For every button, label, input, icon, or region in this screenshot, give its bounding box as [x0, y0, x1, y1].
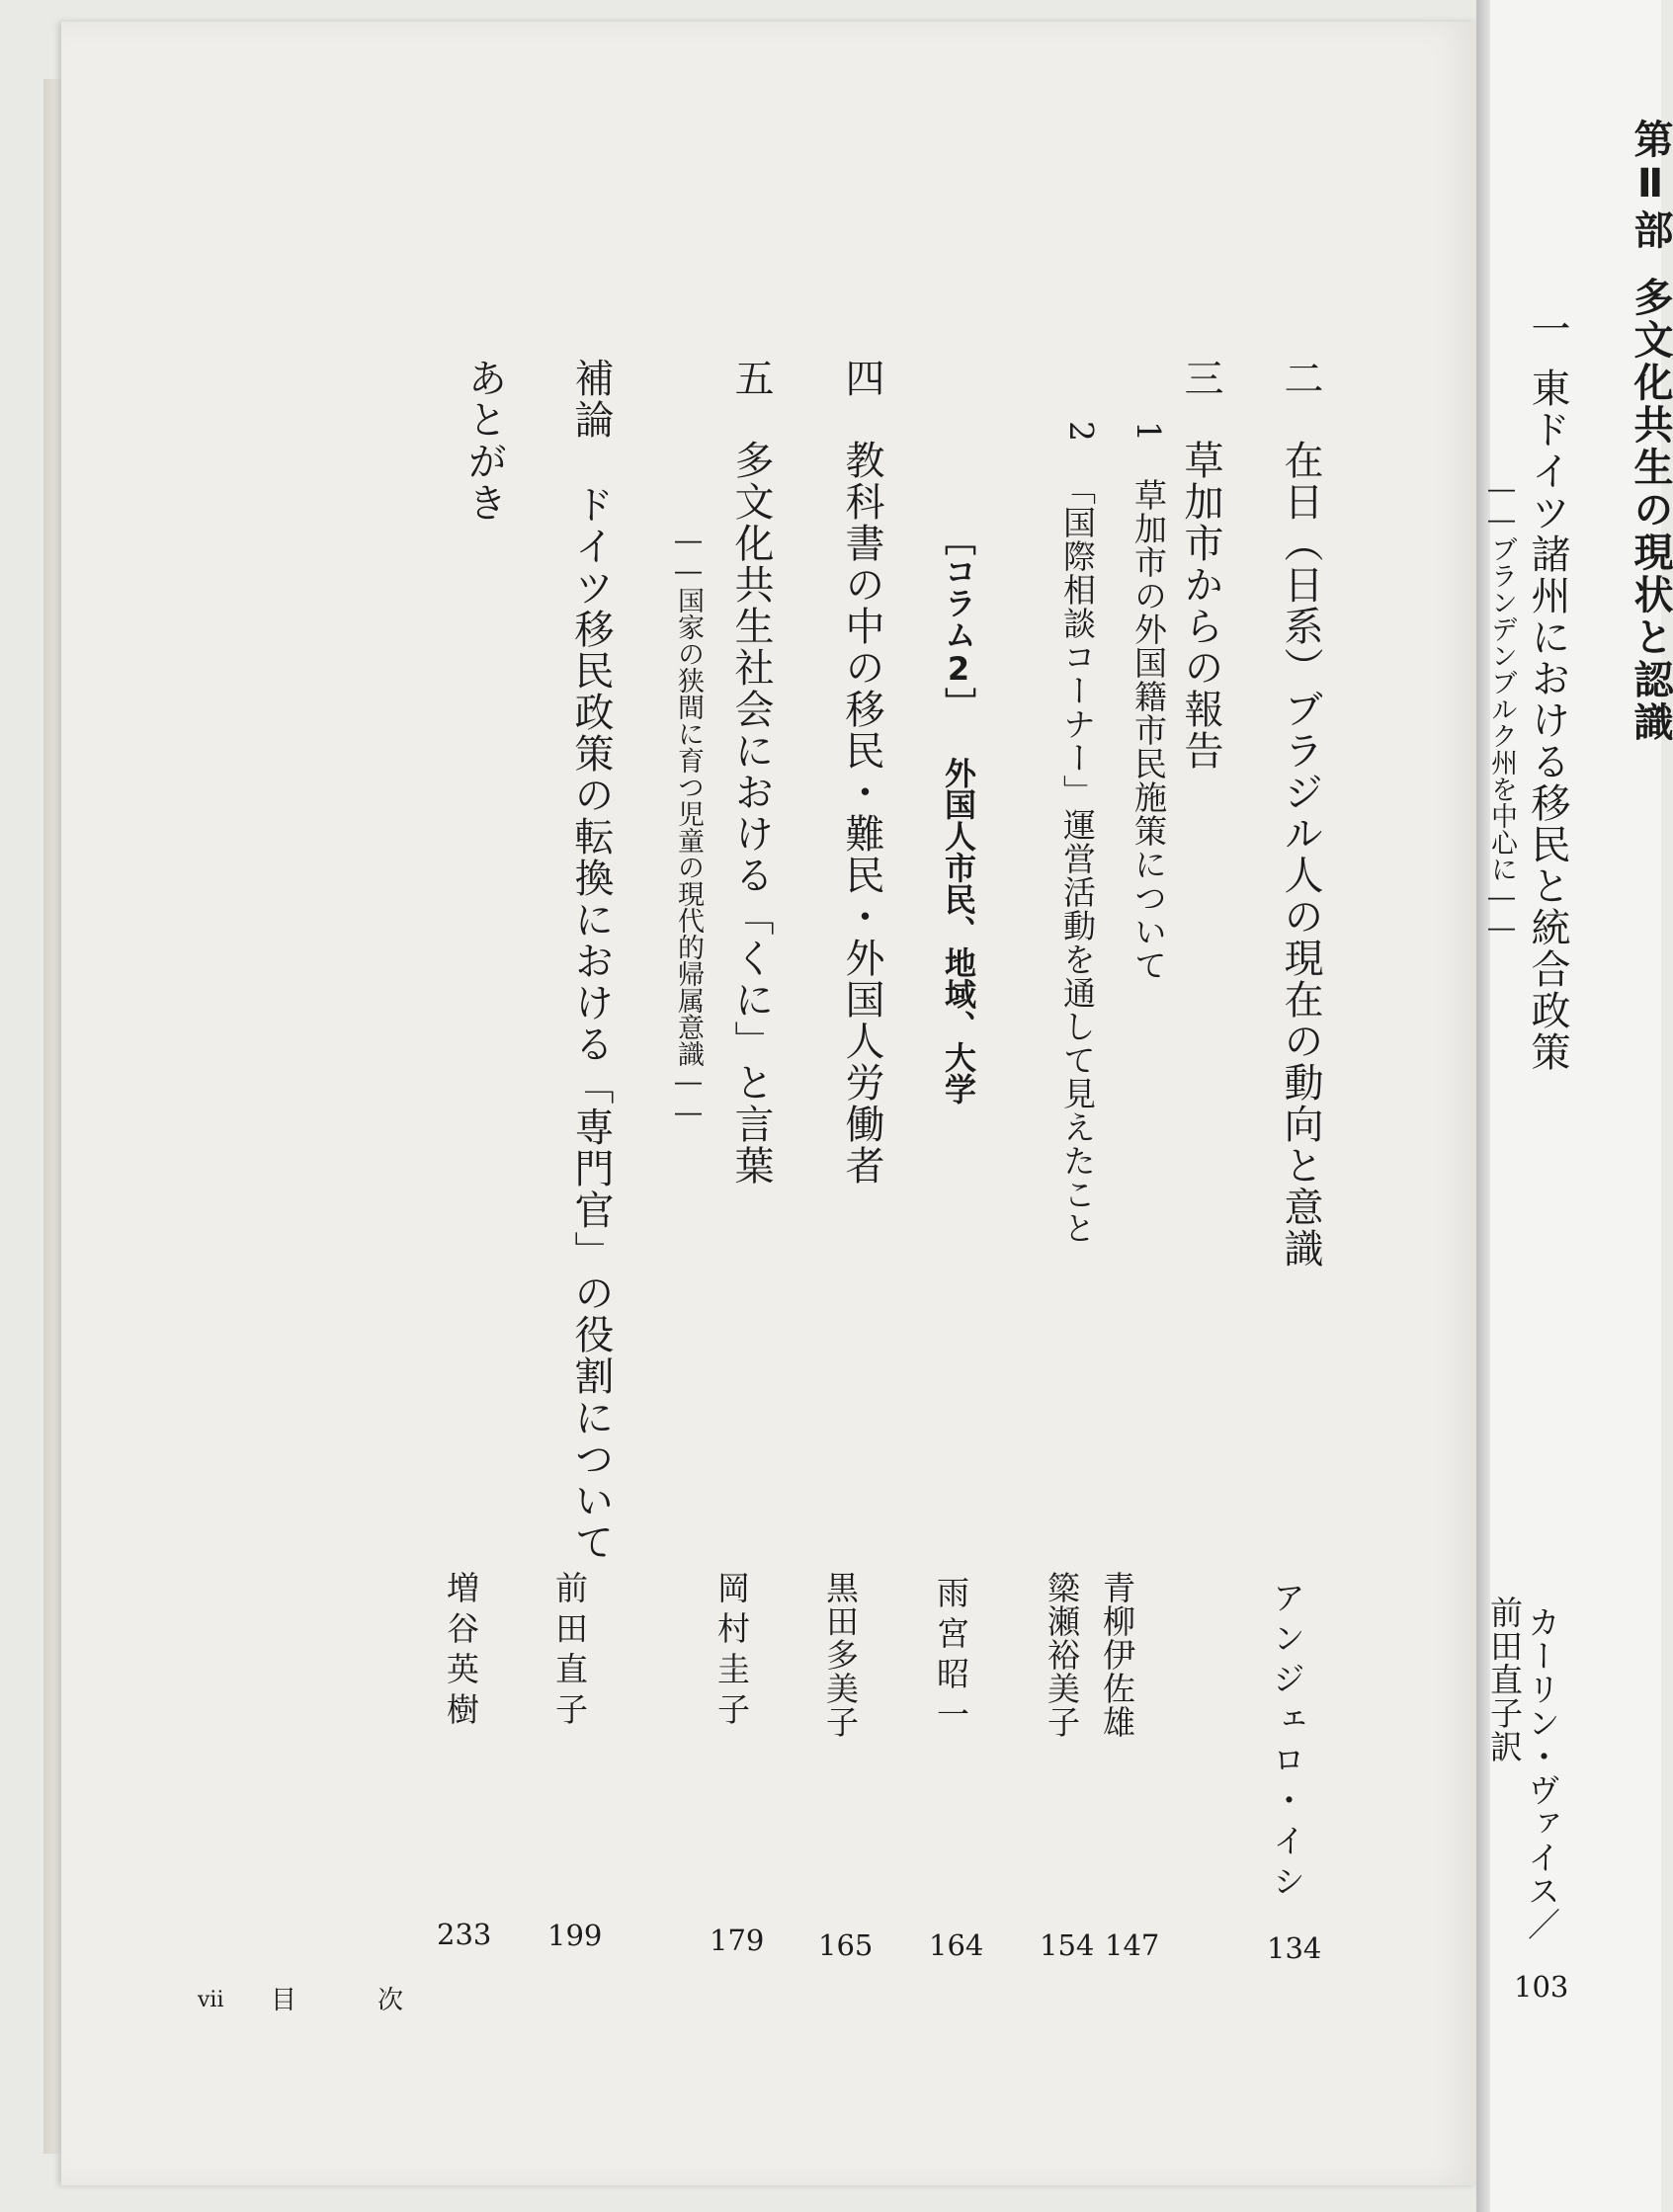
ch3-sec2-title: 「国際相談コーナー」運営活動を通して見えたこと [1058, 472, 1097, 1245]
page-stack-edge [43, 79, 61, 2154]
ch4-number: 四 [839, 358, 884, 399]
ch3-sec1-number: 1 [1129, 421, 1168, 443]
ch4-page: 165 [818, 1928, 874, 1962]
ch3-sec1-author: 青柳伊佐雄 [1098, 1571, 1136, 1739]
column2-title: ［コラム2］ 外国人市民、地域、大学 [940, 524, 977, 1105]
ch3-sec1-title: 草加市の外国籍市民施策について [1129, 478, 1168, 982]
afterword-title: あとがき [461, 358, 507, 524]
book-gutter [1476, 0, 1490, 2212]
ch5-subtitle: ――国家の狭間に育つ児童の現代的帰属意識―― [673, 526, 704, 1128]
ch3-sec2-page: 154 [1040, 1928, 1095, 1962]
ch1-subtitle: ――ブランデンブルク州を中心に―― [1486, 474, 1517, 943]
ch5-number: 五 [728, 358, 774, 399]
appendix-label: 補論 [568, 358, 614, 441]
ch1-title: 東ドイツ諸州における移民と統合政策 [1525, 368, 1570, 1073]
ch2-author: アンジェロ・イシ [1268, 1581, 1306, 1905]
ch1-author: カーリン・ヴァイス／ [1523, 1605, 1561, 1941]
ch1-translator: 前田直子訳 [1485, 1596, 1524, 1763]
ch3-sec2-author: 簗瀬裕美子 [1043, 1571, 1081, 1739]
page-folio: vii [198, 1988, 224, 2012]
ch5-author: 岡村圭子 [712, 1571, 751, 1733]
appendix-author: 前田直子 [550, 1571, 589, 1733]
ch3-number: 三 [1178, 358, 1223, 399]
ch1-page: 103 [1514, 1970, 1569, 2004]
ch2-page: 134 [1267, 1931, 1322, 1965]
ch4-title: 教科書の中の移民・難民・外国人労働者 [839, 440, 884, 1187]
ch3-title: 草加市からの報告 [1178, 440, 1223, 772]
footer-label: 目 次 [271, 1986, 414, 2015]
ch5-title: 多文化共生社会における「くに」と言葉 [728, 440, 774, 1187]
ch5-page: 179 [710, 1924, 765, 1957]
ch3-sec2-number: 2 [1062, 421, 1101, 443]
ch1-number: 一 [1525, 308, 1570, 350]
ch2-number: 二 [1278, 358, 1323, 399]
ch3-page: 147 [1105, 1928, 1160, 1962]
column2-author: 雨宮昭一 [932, 1576, 970, 1738]
ch2-title: 在日（日系）ブラジル人の現在の動向と意識 [1278, 440, 1323, 1270]
part-title: 多文化共生の現状と認識 [1628, 277, 1673, 744]
appendix-title: ドイツ移民政策の転換における「専門官」の役割について [568, 484, 614, 1563]
ch4-author: 黒田多美子 [821, 1571, 860, 1739]
appendix-page: 199 [547, 1919, 603, 1952]
afterword-author: 増谷英樹 [442, 1571, 480, 1733]
part-number: 第Ⅱ部 [1628, 119, 1673, 252]
column2-page: 164 [929, 1928, 984, 1962]
afterword-page: 233 [437, 1918, 492, 1951]
